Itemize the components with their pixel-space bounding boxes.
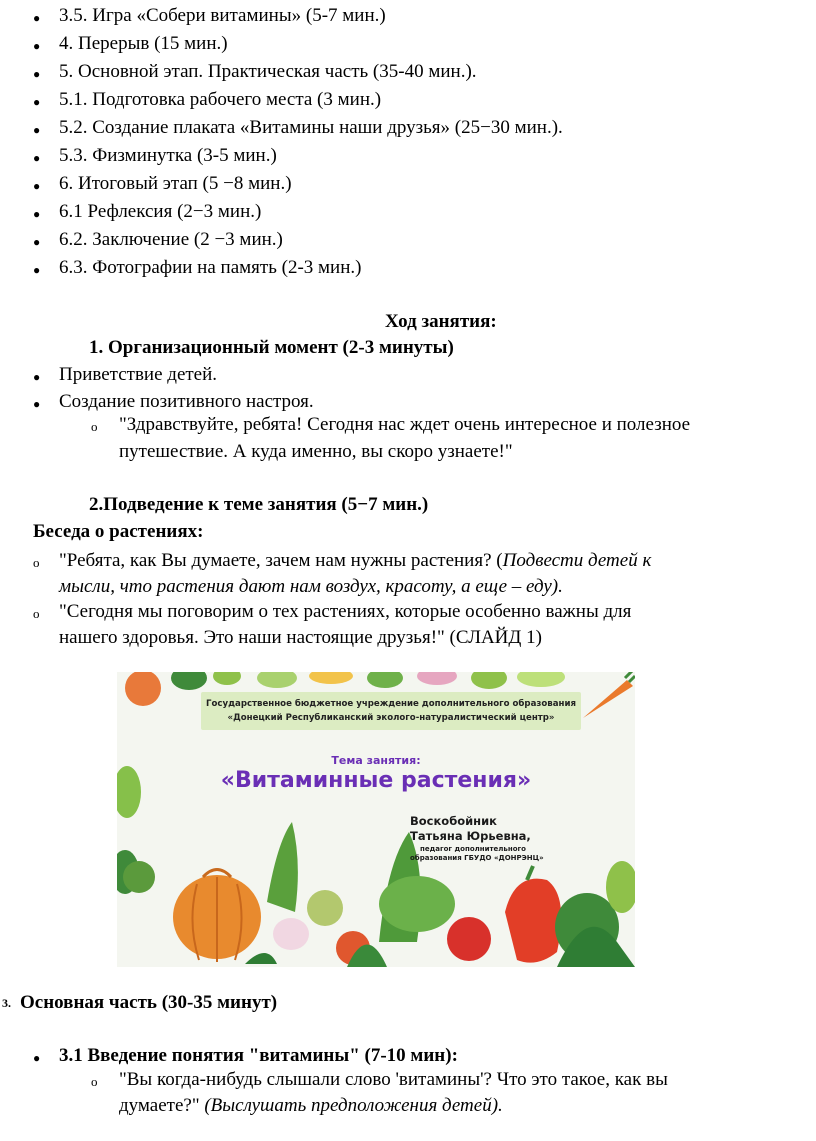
bullet-circle: o xyxy=(91,1074,98,1089)
bullet-dot: ● xyxy=(33,123,41,137)
instruction-text: мысли, что растения дают нам воздух, красоту, а еще – еду). xyxy=(59,576,563,597)
slide-author-name: Татьяна Юрьевна, xyxy=(410,829,531,843)
slide-image xyxy=(117,672,635,967)
course-heading: Ход занятия: xyxy=(385,311,497,332)
section2-question2: "Сегодня мы поговорим о тех растениях, которые особенно важны для xyxy=(59,601,632,622)
section3-number: 3. xyxy=(2,996,11,1010)
bullet-circle: o xyxy=(91,419,98,434)
plan-item: 6.1 Рефлексия (2−3 мин.) xyxy=(59,201,262,222)
section1-bullet: Создание позитивного настроя. xyxy=(59,391,314,412)
plan-item: 6.2. Заключение (2 −3 мин.) xyxy=(59,229,283,250)
slide-org-line: «Донецкий Республиканский эколого-натуралистический центр» xyxy=(227,713,555,723)
slide-theme: «Витаминные растения» xyxy=(220,768,532,793)
bullet-dot: ● xyxy=(33,397,41,411)
bullet-dot: ● xyxy=(33,39,41,53)
slide-author-role: педагог дополнительного xyxy=(420,845,526,853)
bullet-dot: ● xyxy=(33,95,41,109)
section3-heading: Основная часть (30-35 минут) xyxy=(20,992,278,1013)
slide-author-surname: Воскобойник xyxy=(410,814,497,828)
plan-item: 4. Перерыв (15 мин.) xyxy=(59,33,228,54)
section1-quote: путешествие. А куда именно, вы скоро узнаете!" xyxy=(119,441,513,462)
question-text: думаете?" xyxy=(119,1095,205,1116)
section1-heading: 1. Организационный момент (2-3 минуты) xyxy=(89,337,454,358)
bullet-dot: ● xyxy=(33,207,41,221)
bullet-dot: ● xyxy=(33,1051,41,1065)
slide-org-line: Государственное бюджетное учреждение дополнительного образования xyxy=(206,699,576,709)
section3-subheading: 3.1 Введение понятия "витамины" (7-10 мин): xyxy=(59,1045,458,1066)
section2-heading: 2.Подведение к теме занятия (5−7 мин.) xyxy=(89,494,429,515)
bullet-dot: ● xyxy=(33,263,41,277)
bullet-dot: ● xyxy=(33,11,41,25)
section3-question xyxy=(119,1093,503,1119)
plan-item: 5.2. Создание плаката «Витамины наши друзья» (25−30 мин.). xyxy=(59,117,563,138)
plan-item: 6. Итоговый этап (5 −8 мин.) xyxy=(59,173,292,194)
slide-theme-label: Тема занятия: xyxy=(331,754,421,767)
instruction-text: Подвести детей к xyxy=(502,550,652,571)
plan-item: 5. Основной этап. Практическая часть (35-40 мин.). xyxy=(59,61,477,82)
plan-item: 6.3. Фотографии на память (2-3 мин.) xyxy=(59,257,362,278)
slide-author-role: образования ГБУДО «ДОНРЭНЦ» xyxy=(410,854,544,862)
section1-bullet: Приветствие детей. xyxy=(59,364,218,385)
plan-item: 5.1. Подготовка рабочего места (3 мин.) xyxy=(59,89,382,110)
plan-item: 5.3. Физминутка (3-5 мин.) xyxy=(59,145,277,166)
instruction-text: (Выслушать предположения детей). xyxy=(204,1095,503,1116)
bullet-dot: ● xyxy=(33,179,41,193)
bullet-circle: o xyxy=(33,606,40,621)
section2-question1 xyxy=(59,548,651,574)
bullet-dot: ● xyxy=(33,67,41,81)
bullet-circle: o xyxy=(33,555,40,570)
question-text: "Ребята, как Вы думаете, зачем нам нужны растения? ( xyxy=(59,550,503,571)
bullet-dot: ● xyxy=(33,151,41,165)
section2-question2: нашего здоровья. Это наши настоящие друзья!" (СЛАЙД 1) xyxy=(59,627,542,648)
bullet-dot: ● xyxy=(33,370,41,384)
plan-item: 3.5. Игра «Собери витамины» (5-7 мин.) xyxy=(59,5,386,26)
section2-subheading: Беседа о растениях: xyxy=(33,521,204,542)
slide-org-box xyxy=(201,692,581,730)
bullet-dot: ● xyxy=(33,235,41,249)
section1-quote: "Здравствуйте, ребята! Сегодня нас ждет очень интересное и полезное xyxy=(119,414,691,435)
section3-question: "Вы когда-нибудь слышали слово 'витамины'? Что это такое, как вы xyxy=(119,1069,668,1090)
